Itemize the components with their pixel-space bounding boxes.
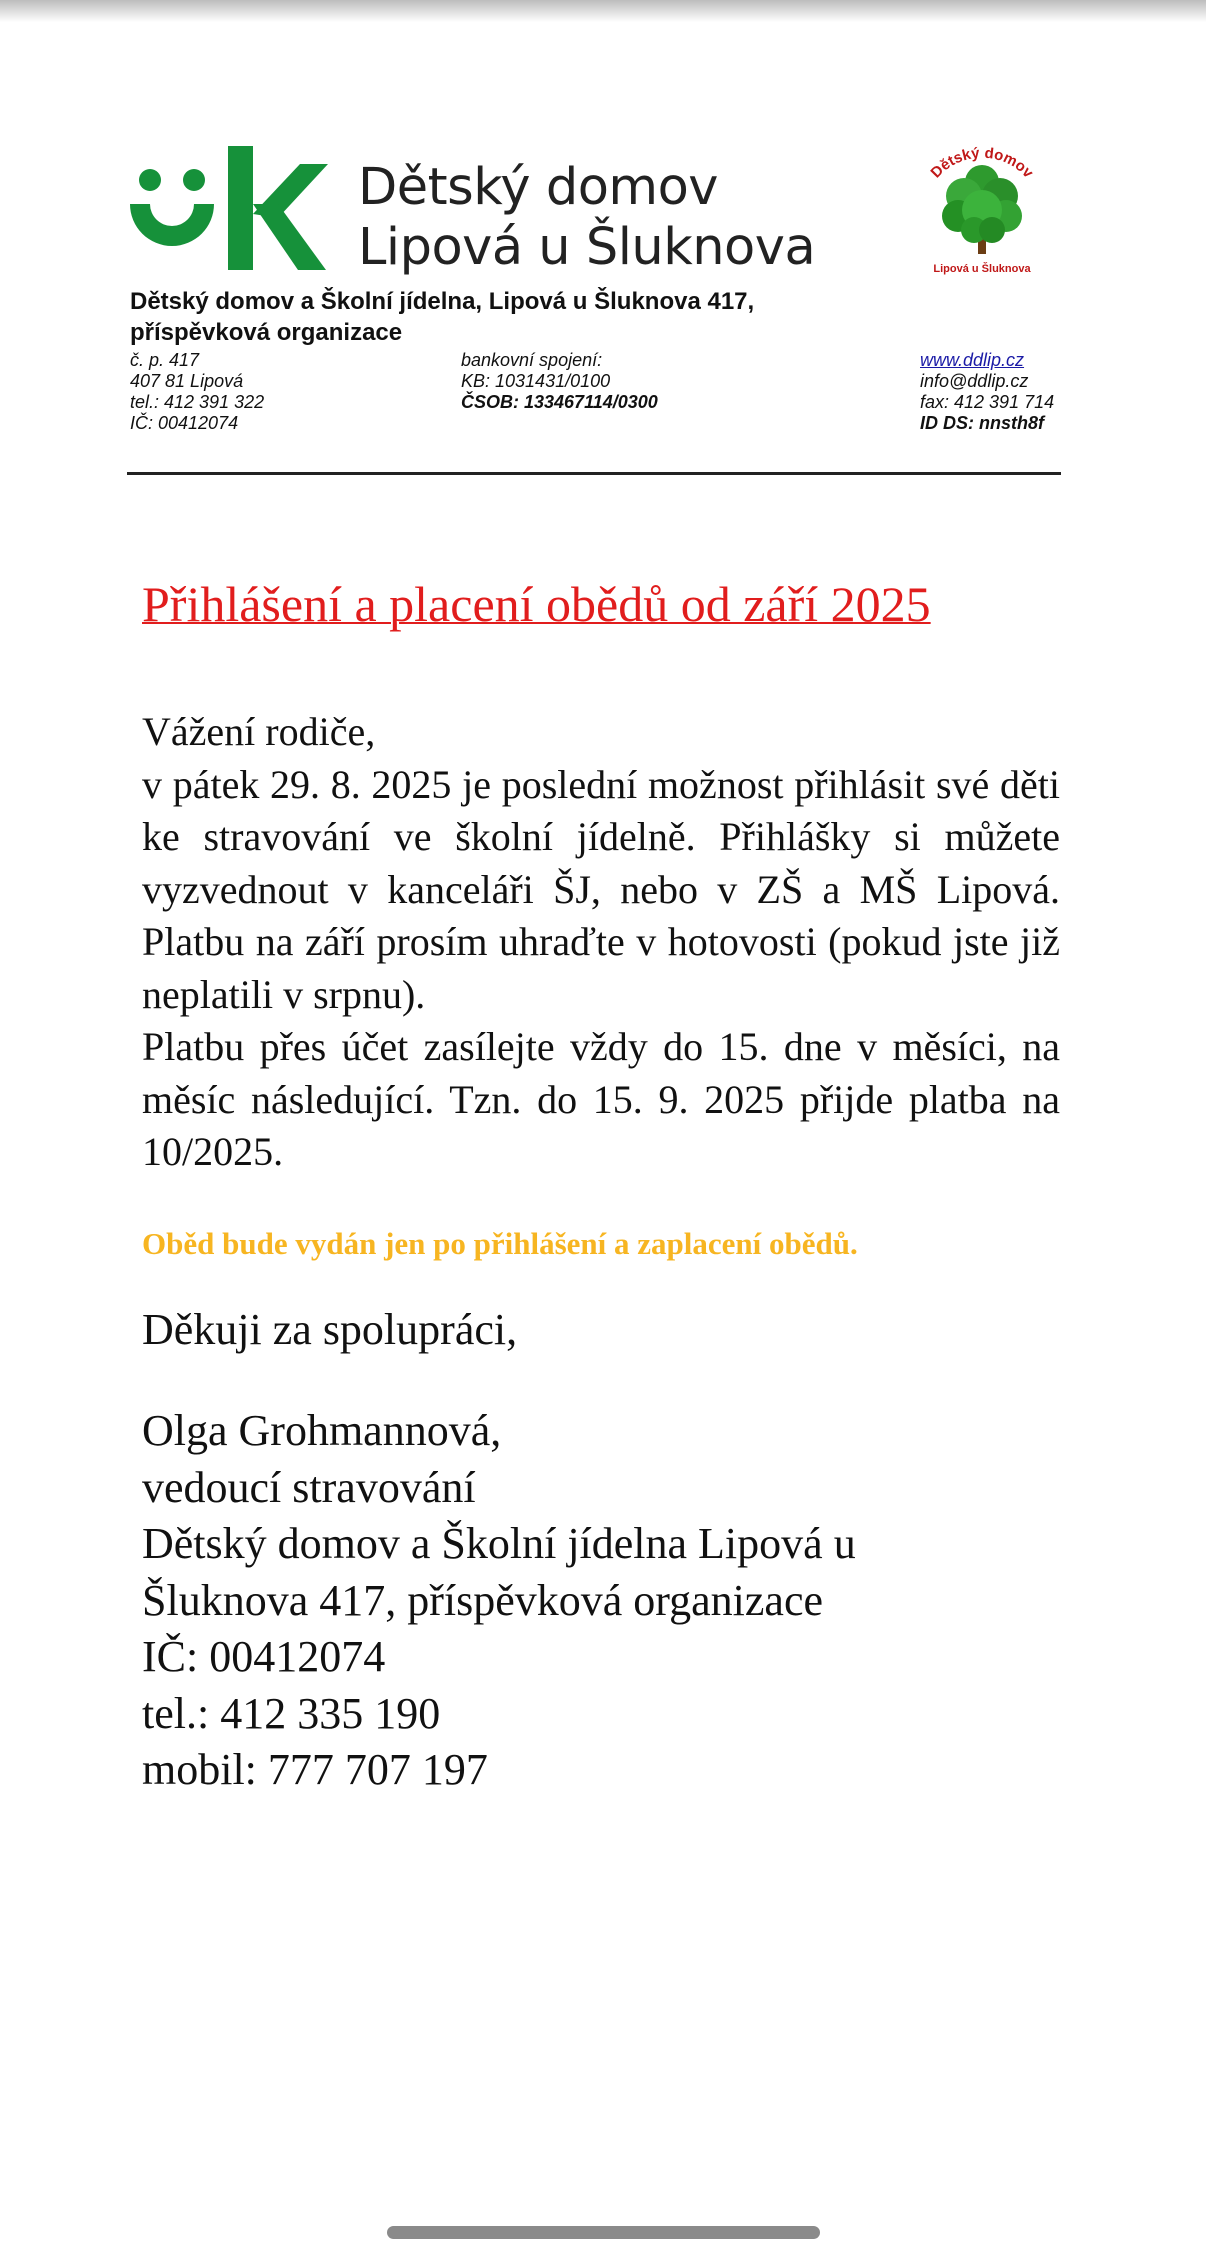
signature-ic: IČ: 00412074 (142, 1632, 386, 1681)
online-contact-block (920, 350, 1060, 434)
tree-emblem-icon (912, 140, 1052, 280)
signature-org-line-2: Šluknova 417, příspěvková organizace (142, 1575, 824, 1625)
logo-line-1: Dětský domov (358, 158, 718, 217)
salutation: Vážení rodiče, (142, 709, 376, 754)
address-city: 407 81 Lipová (130, 371, 244, 391)
signature-org-line-1: Dětský domov a Školní jídelna Lipová u (142, 1519, 856, 1568)
email-address: info@ddlip.cz (920, 371, 1029, 391)
signature-tel: tel.: 412 335 190 (142, 1688, 441, 1738)
emblem-top-text: Dětský domov (927, 144, 1037, 182)
signature-role: vedoucí stravování (142, 1462, 476, 1512)
bank-label: bankovní spojení: (461, 350, 603, 370)
emblem-bottom-text: Lipová u Šluknova (933, 263, 1031, 275)
logo-line-2: Lipová u Šluknova (358, 218, 816, 277)
document-title: Přihlášení a placení obědů od září 2025 (142, 576, 931, 632)
address-block (130, 350, 264, 434)
closing-thanks: Děkuji za spolupráci, (142, 1305, 518, 1354)
dd-logo-icon (128, 140, 328, 272)
signature-name: Olga Grohmannová, (142, 1406, 502, 1455)
fax-number: fax: 412 391 714 (920, 392, 1055, 412)
address-street: č. p. 417 (130, 350, 200, 370)
lunch-notice: Oběd bude vydán jen po přihlášení a zaplacení obědů. (142, 1226, 858, 1261)
home-indicator[interactable] (387, 2226, 820, 2239)
logo-wordmark (358, 158, 815, 278)
address-ic: IČ: 00412074 (130, 413, 239, 433)
signature-mobile: mobil: 777 707 197 (142, 1745, 488, 1794)
letter-body (142, 706, 1060, 1179)
signature-block (142, 1403, 1062, 1799)
organization-name: Dětský domov a Školní jídelna, Lipová u Šluknova 417, příspěvková organizace (130, 288, 755, 346)
paragraph-payment: Platbu přes účet zasílejte vždy do 15. dne v měsíci, na měsíc následující. Tzn. do 15. 9. 2025 přijde platba na 10/2025. (142, 1024, 1060, 1174)
address-tel: tel.: 412 391 322 (130, 392, 265, 412)
paragraph-deadline: v pátek 29. 8. 2025 je poslední možnost přihlásit své děti ke stravování ve školní jídelně. Přihlášky si můžete vyzvednout v kanceláři ŠJ, nebo v ZŠ a MŠ Lipová. Platbu na září prosím uhraďte v hotovosti (pokud jste již neplatili v srpnu). (142, 761, 1060, 1017)
website-link[interactable]: www.ddlip.cz (920, 350, 1025, 370)
letterhead-divider (127, 472, 1061, 475)
bank-block (461, 350, 658, 413)
bank-kb: KB: 1031431/0100 (461, 371, 611, 391)
top-shadow (0, 0, 1206, 22)
data-box-id: ID DS: nnsth8f (920, 413, 1044, 433)
bank-csob: ČSOB: 133467114/0300 (461, 392, 658, 412)
